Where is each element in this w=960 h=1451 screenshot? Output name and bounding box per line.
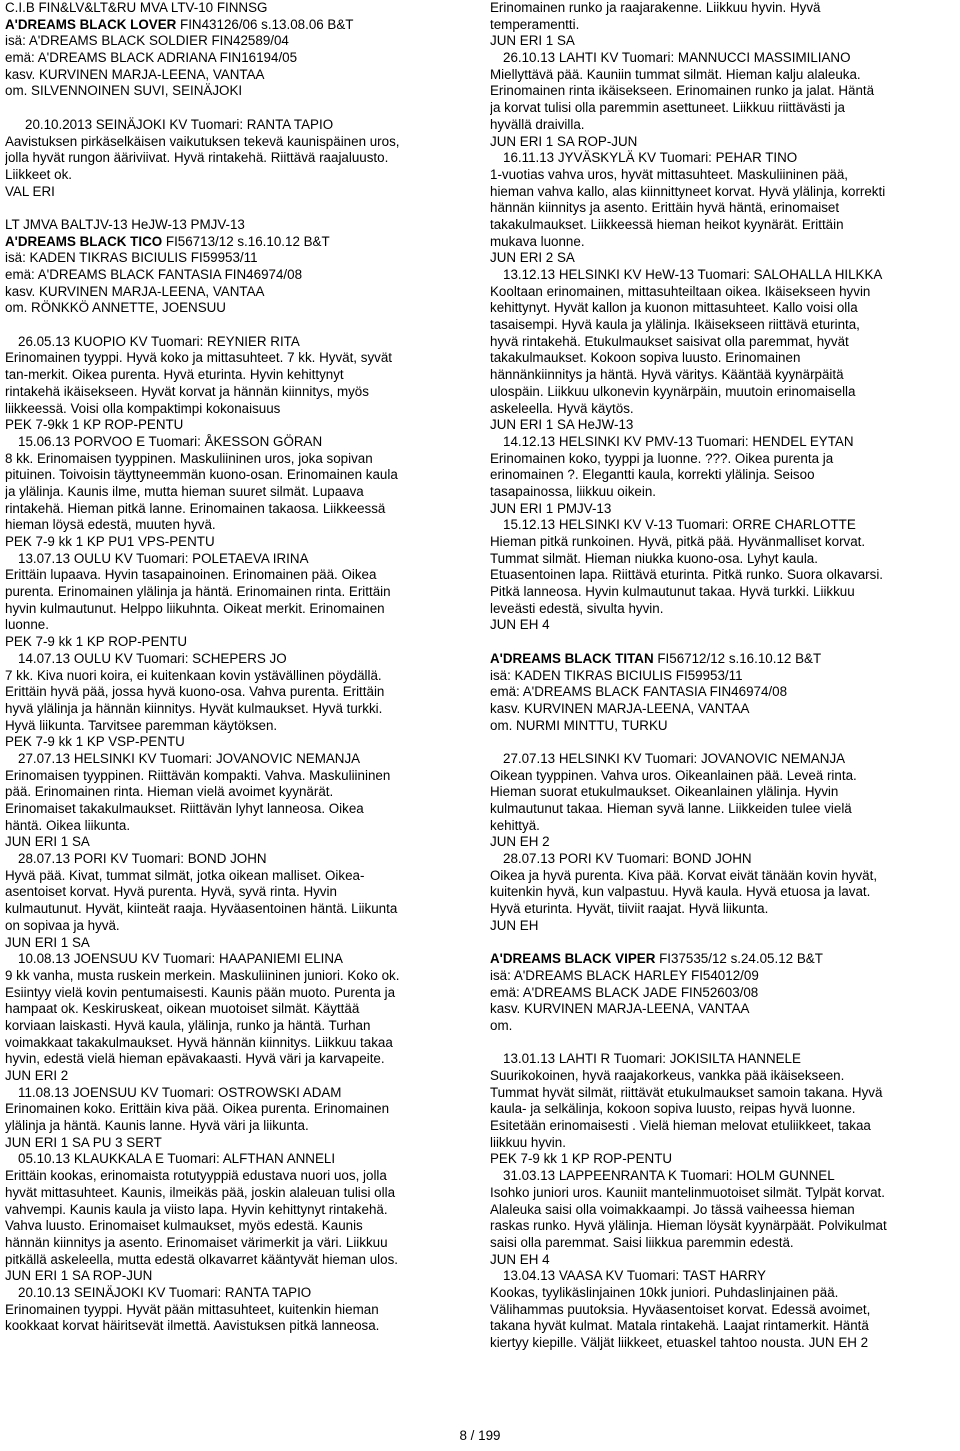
text-line: erinomainen ?. Elegantti kaula, korrekti ylälinja. Seisoo [490,467,815,483]
text-line: 27.07.13 HELSINKI KV Tuomari: JOVANOVIC NEMANJA [503,750,846,766]
text-line: leveästi edestä, sivulta hyvin. [490,600,664,616]
text-line: hännän kiinnitys ja asento. Erittäin hyvä häntä, erinomaiset [490,200,840,216]
text-line: JUN ERI 1 SA ROP-JUN [5,1268,153,1284]
text-line: häntä. Oikea liikunta. [5,817,131,833]
text-line: Erittäin lupaava. Hyvin tasapainoinen. Erinomainen pää. Oikea [5,567,377,583]
text-line: JUN ERI 1 PMJV-13 [490,500,612,516]
text-line: Esitetään erinomaisesti . Vielä hieman melovat etuliikkeet, takaa [490,1118,871,1134]
text-line: kulmautunut. Hyvät, kiinteät raaja. Hyväasentoinen häntä. Liikunta [5,901,398,917]
text-line: JUN ERI 1 SA [5,834,90,850]
text-line: 8 kk. Erinomaisen tyyppinen. Maskuliininen uros, joka sopivan [5,450,373,466]
text-line: Liikkeet ok. [5,166,72,182]
text-line: JUN ERI 1 SA HeJW-13 [490,417,634,433]
text-line: kasv. KURVINEN MARJA-LEENA, VANTAA [5,66,265,82]
text-line: asentoiset korvat. Hyvä purenta. Hyvä, syvä rinta. Hyvin [5,884,337,900]
text-line: 10.08.13 JOENSUU KV Tuomari: HAAPANIEMI ELINA [18,951,343,967]
text-line: 7 kk. Kiva nuori koira, ei kuitenkaan kovin ystävällinen pöydällä. [5,667,382,683]
text-line: 13.07.13 OULU KV Tuomari: POLETAEVA IRINA [18,550,309,566]
dog-name: A'DREAMS BLACK LOVER [5,16,177,32]
text-line: om. RÖNKKÖ ANNETTE, JOENSUU [5,300,226,316]
text-line: Tummat silmät. Hieman niukka kuono-osa. Lyhyt kaula. [490,550,818,566]
text-line: Alaleuka saisi olla voimakkaampi. Jo tässä vaiheessa hieman [490,1201,855,1217]
text-line: kehittynyt. Hyvät kallon ja kuonon mittasuhteet. Kallo voisi olla [490,300,858,316]
text-line: A'DREAMS BLACK VIPER FI37535/12 s.24.05.12 B&T [490,951,823,967]
text-line: Erinomainen tyyppi. Hyvä koko ja mittasuhteet. 7 kk. Hyvät, syvät [5,350,393,366]
text-line: ulospäin. Liikkuu ulkonevin kyynärpäin, muutoin erinomaisella [490,383,856,399]
text-line: PEK 7-9 kk 1 KP VSP-PENTU [5,734,185,750]
dog-name: A'DREAMS BLACK TITAN [490,650,654,666]
text-line: isä: A'DREAMS BLACK SOLDIER FIN42589/04 [5,33,289,49]
text-line: isä: KADEN TIKRAS BICIULIS FI59953/11 [5,250,258,266]
text-line: A'DREAMS BLACK LOVER FIN43126/06 s.13.08.06 B&T [5,16,354,32]
text-line: 13.01.13 LAHTI R Tuomari: JOKISILTA HANNELE [503,1051,801,1067]
text-line: JUN ERI 1 SA PU 3 SERT [5,1134,162,1150]
text-line: 05.10.13 KLAUKKALA E Tuomari: ALFTHAN ANNELI [18,1151,336,1167]
spacer [490,1035,958,1052]
text-line: hieman löysä edestä, muuten hyvä. [5,517,216,533]
text-line: hampaat ok. Keskiruskeat, oikean muotoiset silmät. Käyttää [5,1001,360,1017]
text-line: Oikean tyyppinen. Vahva uros. Oikeanlainen pää. Leveä rinta. [490,767,857,783]
spacer [490,935,958,952]
text-line: A'DREAMS BLACK TITAN FI56712/12 s.16.10.12 B&T [490,650,822,666]
text-line: emä: A'DREAMS BLACK JADE FIN52603/08 [490,984,759,1000]
text-line: Erinomainen koko. Erittäin kiva pää. Oikea purenta. Erinomainen [5,1101,390,1117]
text-line: mukava luonne. [490,233,585,249]
text-line: Erinomainen tyyppi. Hyvät pään mittasuhteet, kuitenkin hieman [5,1301,379,1317]
text-line: Kooltaan erinomainen, mittasuhteiltaan oikea. Ikäisekseen hyvin [490,283,871,299]
text-line: korviaan laiskasti. Hyvä kaula, ylälinja, runko ja häntä. Turhan [5,1017,371,1033]
text-line: kulmautunut takaa. Hieman syvä lanne. Liikkeiden tulee vielä [490,801,852,816]
text-line: Erinomainen runko ja raajarakenne. Liikkuu hyvin. Hyvä [490,0,821,15]
text-line: 16.11.13 JYVÄSKYLÄ KV Tuomari: PEHAR TINO [503,150,798,166]
text-line: 20.10.2013 SEINÄJOKI KV Tuomari: RANTA TAPIO [25,116,334,132]
text-line: kasv. KURVINEN MARJA-LEENA, VANTAA [490,1001,750,1017]
left-column [5,0,475,1335]
text-line: voimakkaat takakulmaukset. Hyvä hännän kiinnitys. Liikkuu takaa [5,1034,393,1050]
text-line: takakulmaukset. Kokoon sopiva luusto. Erinomainen [490,350,801,366]
text-line: tasapainossa, liikkuu oikein. [490,483,656,499]
text-line: JUN EH 4 [490,617,550,633]
text-line: Hyvä liikunta. Tarvitsee paremman käytöksen. [5,717,278,733]
text-line: liikkeessä. Voisi olla kompaktimpi kokonaisuus [5,400,281,416]
text-line: saisi olla paremmat. Saisi liikkua paremmin edestä. [490,1234,794,1250]
text-line: 15.12.13 HELSINKI KV V-13 Tuomari: ORRE CHARLOTTE [503,517,856,533]
spacer [490,734,958,751]
text-line: 27.07.13 HELSINKI KV Tuomari: JOVANOVIC NEMANJA [18,750,361,766]
text-line: pitkällä askeleella, mutta edestä olkavarret kääntyvät hieman ulos. [5,1251,399,1267]
text-line: JUN EH [490,917,539,933]
text-line: Välihammas puutoksia. Hyväasentoiset korvat. Edessä avoimet, [490,1301,871,1317]
text-line: 15.06.13 PORVOO E Tuomari: ÅKESSON GÖRAN [18,433,323,449]
text-line: 31.03.13 LAPPEENRANTA K Tuomari: HOLM GUNNEL [503,1168,835,1184]
text-line: liikkuu hyvin. [490,1134,566,1150]
text-line: emä: A'DREAMS BLACK FANTASIA FIN46974/08 [490,684,788,700]
text-line: hyvä ylälinja ja hännän kiinnitys. Hyvät kulmaukset. Hyvä turkki. [5,700,383,716]
text-line: A'DREAMS BLACK TICO FI56713/12 s.16.10.12 B&T [5,233,330,249]
spacer [490,634,958,651]
text-line: takana hyvät kulmat. Matala rintakehä. Laajat rintamerkit. Häntä [490,1318,869,1334]
page-number: 8 / 199 [459,1428,501,1443]
text-line: hyvä rintakehä. Etukulmaukset saisivat olla paremmat, hyvät [490,333,849,349]
text-line: kiertyy kiepille. Väljät liikkeet, etuaskel tahtoo nousta. JUN EH 2 [490,1335,869,1350]
dog-name: A'DREAMS BLACK TICO [5,233,163,249]
text-line: emä: A'DREAMS BLACK FANTASIA FIN46974/08 [5,267,303,282]
text-line: JUN ERI 1 SA [490,33,575,49]
text-line: ja ylälinja. Kaunis ilme, mutta hieman suuret silmät. Lupaava [5,483,364,499]
text-line: hyvät mittasuhteet. Kaunis, ilmeikäs pää, joskin alaleuan tulisi olla [5,1184,396,1200]
text-line: 13.04.13 VAASA KV Tuomari: TAST HARRY [503,1268,766,1284]
text-line: Erinomaisen tyyppinen. Riittävän kompakti. Vahva. Maskuliininen [5,767,391,783]
text-line: VAL ERI [5,183,55,199]
text-line: Oikea ja hyvä purenta. Kiva pää. Korvat eivät tänään kovin hyvät, [490,867,878,883]
text-line: Hyvä pää. Kivat, tummat silmät, jotka oikean malliset. Oikea- [5,867,365,883]
text-line: tan-merkit. Oikea purenta. Hyvä eturinta. Hyvin kehittynyt [5,367,344,383]
text-line: Aavistuksen pirkäselkäisen vaikutuksen tekevä kaunispäinen uros, [5,133,400,149]
spacer [5,200,475,217]
text-line: vahvempi. Kaunis kaula ja viisto lapa. Hyvin kehittynyt rintakehä. [5,1201,388,1217]
text-line: ylälinja ja häntä. Kaunis lanne. Hyvä väri ja liikunta. [5,1118,309,1134]
text-line: C.I.B FIN&LV&LT&RU MVA LTV-10 FINNSG [5,0,268,15]
text-line: hyvällä draivilla. [490,116,585,132]
text-line: 26.05.13 KUOPIO KV Tuomari: REYNIER RITA [18,333,300,349]
text-line: om. [490,1017,513,1033]
text-line: purenta. Erinomainen ylälinja ja häntä. Erinomainen rinta. Erittäin [5,584,391,600]
text-line: tasaisempi. Hyvä kaula ja ylälinja. Ikäisekseen riittävä eturinta, [490,317,860,333]
text-line: Isohko juniori uros. Kauniit mantelinmuotoiset silmät. Tylpät korvat. [490,1184,885,1200]
text-line: kehittyä. [490,817,540,833]
text-line: raskas runko. Hyvä ylälinja. Hieman löysät kyynärpäät. Polvikulmat [490,1218,887,1234]
text-line: PEK 7-9 kk 1 KP ROP-PENTU [5,634,188,650]
spacer [5,100,475,117]
text-line: Erittäin hyvä pää, jossa hyvä kuono-osa. Vahva purenta. Erittäin [5,684,385,700]
text-line: on sopivaa ja hyvä. [5,917,120,933]
text-line: temperamentti. [490,16,580,32]
text-line: 28.07.13 PORI KV Tuomari: BOND JOHN [503,851,752,867]
text-line: PEK 7-9 kk 1 KP ROP-PENTU [490,1151,673,1167]
text-line: pituinen. Toivoisin täyttyneemmän kuono-osan. Erinomainen kaula [5,467,398,483]
text-line: LT JMVA BALTJV-13 HeJW-13 PMJV-13 [5,216,245,232]
text-line: 1-vuotias vahva uros, hyvät mittasuhteet. Maskuliininen pää, [490,166,849,182]
text-line: JUN EH 2 [490,834,550,850]
text-line: ja korvat tulisi olla paremmin asettuneet. Liikkuu riittävästi ja [490,100,846,116]
text-line: rintakehä. Hieman pitkä lanne. Erinomainen takaosa. Liikkeessä [5,500,386,516]
text-line: JUN ERI 1 SA ROP-JUN [490,133,638,149]
text-line: JUN ERI 1 SA [5,934,90,950]
text-line: rintakehä ikäisekseen. Hyvät korvat ja hännän kiinnitys, myös [5,383,369,399]
text-line: 13.12.13 HELSINKI KV HeW-13 Tuomari: SALOHALLA HILKKA [503,267,883,282]
text-line: hyvin kulmautunut. Helppo liikuhnta. Oikeat merkit. Erinomainen [5,600,385,616]
text-line: hieman vahva kallo, alas kiinnittyneet korvat. Hyvä ylälinja, korrekti [490,183,886,199]
text-line: Erinomainen koko, tyyppi ja luonne. ???. Oikea purenta ja [490,450,834,466]
text-line: Vahva luusto. Erinomaiset kulmaukset, myös edestä. Kaunis [5,1218,363,1234]
text-line: Hieman suorat etukulmaukset. Oikeanlainen ylälinja. Hyvin [490,784,839,800]
text-line: Etuasentoinen lapa. Riittävä eturinta. Pitkä runko. Suora olkavarsi. [490,567,884,583]
text-line: Tummat hyvät silmät, riittävät etukulmaukset samoin takana. Hyvä [490,1084,883,1100]
dog-name: A'DREAMS BLACK VIPER [490,951,656,967]
text-line: kookkaat korvat häiritsevät ilmettä. Aavistuksen pitkä lanneosa. [5,1318,380,1334]
text-line: luonne. [5,617,49,633]
spacer [5,317,475,334]
text-line: JUN ERI 2 SA [490,250,575,266]
text-line: Erinomainen rinta ikäisekseen. Erinomainen runko ja jalat. Häntä [490,83,875,99]
text-line: om. NURMI MINTTU, TURKU [490,717,668,733]
text-line: Suurikokoinen, hyvä raajakorkeus, vankka pää ikäisekseen. [490,1068,845,1083]
text-line: 14.07.13 OULU KV Tuomari: SCHEPERS JO [18,650,287,666]
text-line: kaula- ja selkälinja, kokoon sopiva luusto, reipas hyvä luonne. [490,1101,856,1117]
text-line: pää. Erinomainen rinta. Hieman vielä avoimet kyynärät. [5,784,334,800]
right-column [490,0,958,1352]
text-line: Esiintyy vielä kovin pentumaisesti. Kaunis pään muoto. Purenta ja [5,984,396,1000]
text-line: Kookas, tyylikäslinjainen 10kk juniori. Puhdaslinjainen pää. [490,1284,839,1300]
text-line: 14.12.13 HELSINKI KV PMV-13 Tuomari: HENDEL EYTAN [503,433,854,449]
text-line: hyvin, edestä vielä hieman epävakaasti. Hyvä väri ja karvapeite. [5,1051,385,1067]
text-line: 20.10.13 SEINÄJOKI KV Tuomari: RANTA TAPIO [18,1284,312,1300]
text-line: jolla hyvät rungon ääriviivat. Hyvä rintakehä. Riittävä raajaluusto. [5,150,389,166]
text-line: PEK 7-9 kk 1 KP PU1 VPS-PENTU [5,534,215,549]
text-line: 26.10.13 LAHTI KV Tuomari: MANNUCCI MASSIMILIANO [503,50,851,66]
text-line: Erittäin kookas, erinomaista rotutyyppiä edustava nuori uos, jolla [5,1168,387,1184]
text-line: Pitkä lanneosa. Hyvin kulmautunut takaa. Hyvä turkki. Liikkuu [490,584,855,600]
text-line: JUN EH 4 [490,1251,550,1267]
text-line: Erinomaiset takakulmaukset. Riittävän lyhyt lanneosa. Oikea [5,801,364,816]
text-line: Hieman pitkä runkoinen. Hyvä, pitkä pää. Hyvänmalliset korvat. [490,534,866,549]
text-line: om. SILVENNOINEN SUVI, SEINÄJOKI [5,83,243,99]
text-line: 28.07.13 PORI KV Tuomari: BOND JOHN [18,851,267,867]
text-line: kasv. KURVINEN MARJA-LEENA, VANTAA [5,283,265,299]
text-line: hännänkiinnitys ja häntä. Hyvä väritys. Kääntää kyynärpäitä [490,367,844,383]
text-line: PEK 7-9kk 1 KP ROP-PENTU [5,417,184,433]
text-line: 11.08.13 JOENSUU KV Tuomari: OSTROWSKI ADAM [18,1084,342,1100]
text-line: hännän kiinnitys ja asento. Erinomaiset värimerkit ja väri. Liikkuu [5,1234,388,1250]
text-line: Hyvä eturinta. Hyvät, tiiviit raajat. Hyvä liikunta. [490,901,769,917]
text-line: kuitenkin hyvä, kun valpastuu. Hyvä kaula. Hyvä etuosa ja lavat. [490,884,871,900]
text-line: isä: A'DREAMS BLACK HARLEY FI54012/09 [490,967,759,983]
text-line: Miellyttävä pää. Kauniin tummat silmät. Hieman kalju alaleuka. [490,66,861,82]
text-line: isä: KADEN TIKRAS BICIULIS FI59953/11 [490,667,743,683]
text-line: kasv. KURVINEN MARJA-LEENA, VANTAA [490,700,750,716]
text-line: JUN ERI 2 [5,1068,69,1083]
text-line: askeleella. Hyvä käytös. [490,400,634,416]
text-line: emä: A'DREAMS BLACK ADRIANA FIN16194/05 [5,50,298,66]
text-line: 9 kk vanha, musta ruskein merkein. Maskuliininen juniori. Koko ok. [5,967,400,983]
text-line: takakulmaukset. Liikkeessä hieman heikot kyynärät. Erittäin [490,216,844,232]
